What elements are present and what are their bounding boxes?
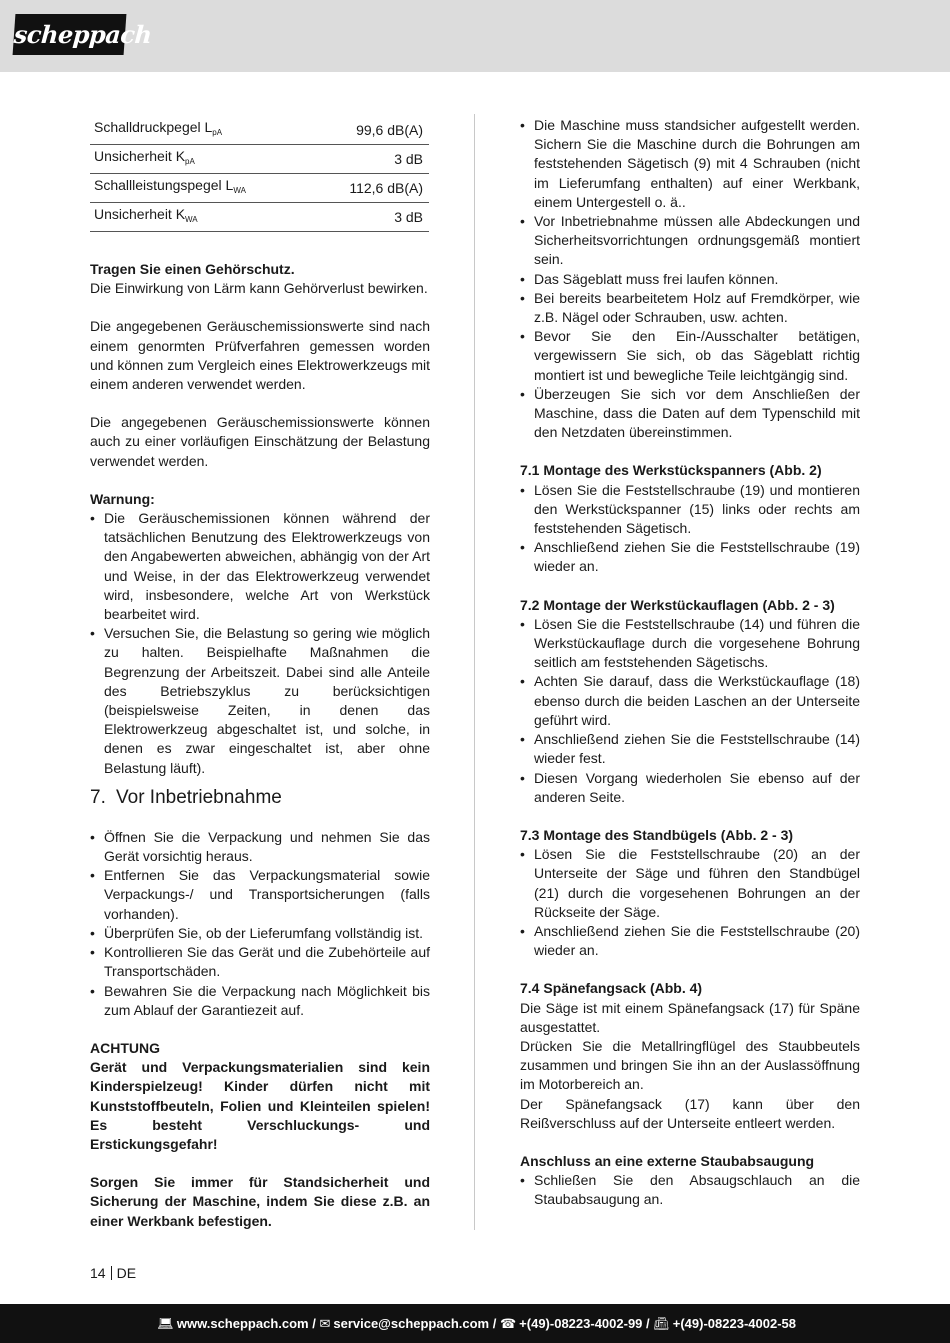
list-item: • Bewahren Sie die Verpackung nach Möglichkeit bis zum Ablauf der Garantiezeit auf.: [90, 982, 430, 1020]
stability-text: Sorgen Sie immer für Standsicherheit und Sicherung der Maschine, indem Sie diese z.B. an einer Werkbank befestigen.: [90, 1174, 430, 1229]
section-7-4-paragraph: Der Spänefangsack (17) kann über den Reißverschluss auf der Unterseite entleert werden.: [520, 1095, 860, 1131]
section-7-2-title: 7.2 Montage der Werkstückauflagen (Abb. 2 - 3): [520, 596, 835, 613]
list-item: • Überprüfen Sie, ob der Lieferumfang vollständig ist.: [90, 924, 430, 943]
list-item: • Bei bereits bearbeitetem Holz auf Fremdkörper, wie z.B. Nägel oder Schrauben, usw. achten.: [520, 289, 860, 327]
chapter-title: Vor Inbetriebnahme: [116, 786, 282, 808]
intro-list: [520, 116, 860, 442]
attention-title: ACHTUNG: [90, 1039, 160, 1056]
footer-email[interactable]: service@scheppach.com /: [333, 1316, 497, 1331]
list-item: • Achten Sie darauf, dass die Werkstückauflage (18) ebenso durch die beiden Laschen an der Unterseite geführt wird.: [520, 672, 860, 730]
chapter-heading: [90, 786, 430, 810]
list-item: • Schließen Sie den Absaugschlauch an die Staubabsaugung an.: [520, 1171, 860, 1209]
column-divider: [474, 114, 475, 1230]
hearing-protection-text: Die Einwirkung von Lärm kann Gehörverlust bewirken.: [90, 280, 428, 297]
table-row: [90, 174, 429, 203]
warning-title: Warnung:: [90, 490, 155, 507]
list-item: • Überzeugen Sie sich vor dem Anschließen der Maschine, dass die Daten auf dem Typenschild mit den Netzdaten übereinstimmen.: [520, 385, 860, 443]
list-item: • Kontrollieren Sie das Gerät und die Zubehörteile auf Transportschäden.: [90, 943, 430, 981]
list-item: • Lösen Sie die Feststellschraube (20) an der Unterseite der Säge und führen den Standbügel (21) durch die vorgesehenen Bohrungen an der Rückseite der Säge.: [520, 845, 860, 922]
spec-label: Schallleistungspegel $L_{WA}$: [90, 174, 313, 203]
header-band: [0, 0, 950, 72]
footer-web[interactable]: www.scheppach.com /: [176, 1316, 316, 1331]
right-column: [520, 116, 860, 1210]
section-7-4-paragraph: Die Säge ist mit einem Spänefangsack (17) für Späne ausgestattet.: [520, 999, 860, 1035]
section-7-1-list: [520, 481, 860, 577]
list-item: • Versuchen Sie, die Belastung so gering wie möglich zu halten. Beispielhafte Maßnahmen die Begrenzung der Arbeitszeit. Dabei sind alle Anteile des Betriebszyklus zu berücksichtigen (beispielsweise Zeiten, in denen das Elektrowerkzeug abgeschaltet ist, und solche, in denen es zwar eingeschaltet ist, aber ohne Belastung läuft).: [90, 624, 430, 778]
table-row: [90, 145, 429, 174]
warning-list: [90, 509, 430, 778]
list-item: • Diesen Vorgang wiederholen Sie ebenso auf der anderen Seite.: [520, 769, 860, 807]
list-item: • Das Sägeblatt muss frei laufen können.: [520, 270, 860, 289]
list-item: • Bevor Sie den Ein-/Ausschalter betätigen, vergewissern Sie sich, ob das Sägeblatt richtig montiert ist und bewegliche Teile leichtgängig sind.: [520, 327, 860, 385]
list-item: • Anschließend ziehen Sie die Feststellschraube (14) wieder fest.: [520, 730, 860, 768]
list-item: • Anschließend ziehen Sie die Feststellschraube (19) wieder an.: [520, 538, 860, 576]
section-7-4-title: 7.4 Spänefangsack (Abb. 4): [520, 980, 703, 997]
table-row: [90, 116, 429, 145]
list-item: • Lösen Sie die Feststellschraube (19) und montieren den Werkstückspanner (15) links oder rechts am feststehenden Sägetisch.: [520, 481, 860, 539]
noise-spec-table: [90, 116, 429, 232]
envelope-icon: ✉: [319, 1316, 331, 1331]
spec-value: 99,6 dB(A): [313, 116, 429, 145]
section-7-3-list: [520, 845, 860, 960]
attention-text: Gerät und Verpackungsmaterialien sind kein Kinderspielzeug! Kinder dürfen nicht mit Kunststoffbeuteln, Folien und Kleinteilen spielen! Es besteht Verschluckungs- und Erstickungsgefahr!: [90, 1059, 430, 1152]
chapter-number: 7.: [90, 786, 106, 808]
footer-phone: +(49)-08223-4002-99 /: [519, 1316, 650, 1331]
spec-value: 3 dB: [313, 203, 429, 232]
table-row: [90, 203, 429, 232]
emission-paragraph-2: Die angegebenen Geräuschemissionswerte können auch zu einer vorläufigen Einschätzung der Belastung verwendet werden.: [90, 414, 430, 469]
list-item: • Lösen Sie die Feststellschraube (14) und führen die Werkstückauflage durch die vorgesehene Bohrung seitlich am feststehenden Sägetischs.: [520, 615, 860, 673]
spec-label: Unsicherheit $K_{WA}$: [90, 203, 313, 232]
chapter-list: [90, 828, 430, 1020]
list-item: • Anschließend ziehen Sie die Feststellschraube (20) wieder an.: [520, 922, 860, 960]
spec-value: 3 dB: [313, 145, 429, 174]
list-item: • Vor Inbetriebnahme müssen alle Abdeckungen und Sicherheitsvorrichtungen ordnungsgemäß montiert sein.: [520, 212, 860, 270]
computer-icon: 💻︎: [157, 1316, 174, 1331]
page-number: 14 DE: [90, 1265, 137, 1281]
list-item: • Entfernen Sie das Verpackungsmaterial sowie Verpackungs-/ und Transportsicherungen (falls vorhanden).: [90, 866, 430, 924]
fax-icon: 📠︎: [653, 1316, 670, 1331]
section-7-4-paragraph: Drücken Sie die Metallringflügel des Staubbeutels zusammen und bringen Sie ihn an der Auslassöffnung im Motorbereich an.: [520, 1037, 860, 1093]
left-column: [90, 116, 430, 1231]
section-7-2-list: [520, 615, 860, 807]
hearing-protection-title: Tragen Sie einen Gehörschutz.: [90, 261, 295, 277]
list-item: • Die Geräuschemissionen können während der tatsächlichen Benutzung des Elektrowerkzeugs von den Angabewerten abweichen, abhängig von der Art und Weise, in der das Elektrowerkzeug verwendet wird, insbesondere, welche Art von Werkstück bearbeitet wird.: [90, 509, 430, 624]
phone-icon: ☎: [499, 1316, 517, 1331]
spec-value: 112,6 dB(A): [313, 174, 429, 203]
section-7-3-title: 7.3 Montage des Standbügels (Abb. 2 - 3): [520, 826, 794, 843]
emission-paragraph-1: Die angegebenen Geräuschemissionswerte sind nach einem genormten Prüfverfahren gemessen worden und können zum Vergleich eines Elektrowerkzeugs mit einem anderen verwendet werden.: [90, 318, 430, 393]
section-7-1-title: 7.1 Montage des Werkstückspanners (Abb. 2): [520, 462, 822, 479]
footer-contact: [157, 1304, 796, 1343]
list-item: • Öffnen Sie die Verpackung und nehmen Sie das Gerät vorsichtig heraus.: [90, 828, 430, 866]
footer-band: [0, 1304, 950, 1343]
footer-fax: +(49)-08223-4002-58: [672, 1316, 796, 1331]
spec-label: Schalldruckpegel $L_{pA}$: [90, 116, 313, 145]
dust-extraction-list: [520, 1171, 860, 1209]
scheppach-logo: scheppach: [13, 14, 127, 55]
spec-label: Unsicherheit $K_{pA}$: [90, 145, 313, 174]
list-item: • Die Maschine muss standsicher aufgestellt werden. Sichern Sie die Maschine durch die Bohrungen am feststehenden Sägetisch (9) mit 4 Schrauben (nicht im Lieferumfang enthalten) auf einer Werkbank, einem Untergestell o. ä..: [520, 116, 860, 212]
dust-extraction-title: Anschluss an eine externe Staubabsaugung: [520, 1152, 815, 1169]
